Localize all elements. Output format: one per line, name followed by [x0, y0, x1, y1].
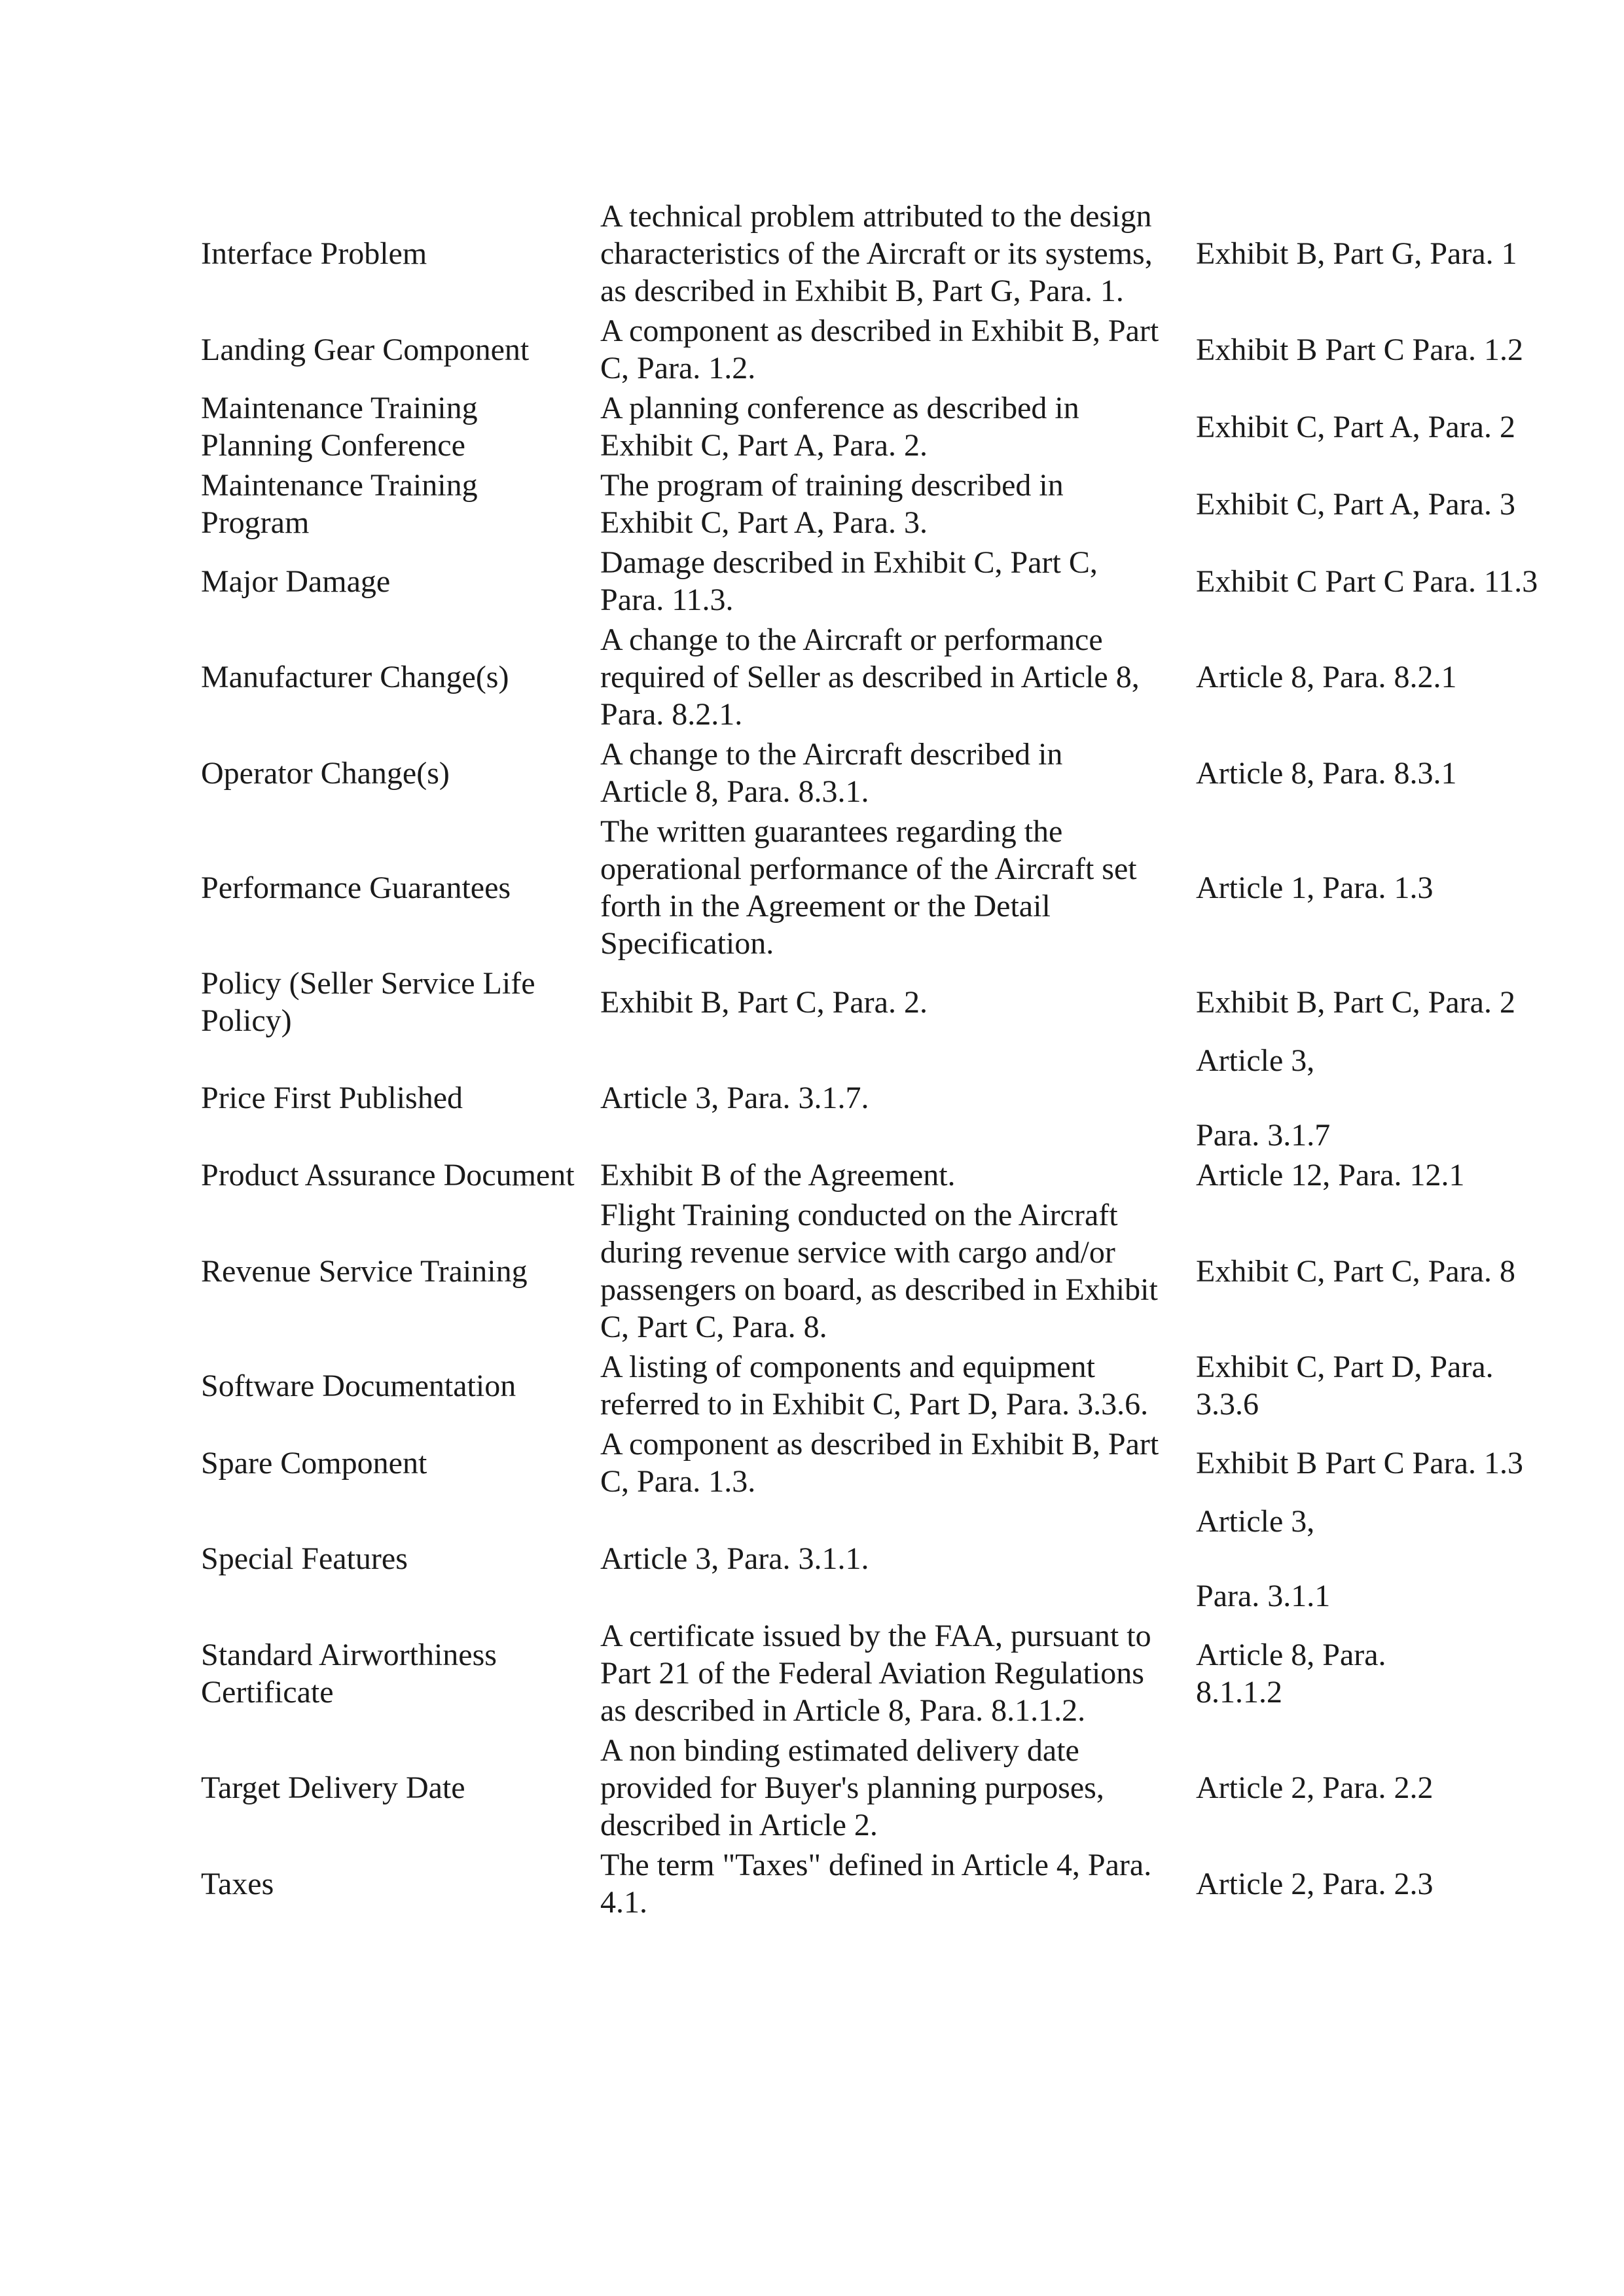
description-cell: The written guarantees regarding the operational performance of the Aircraft set forth in the Agreement or the Detail Specification. [600, 814, 1137, 961]
description-cell: Exhibit B of the Agreement. [600, 1158, 956, 1193]
table-row [196, 812, 1564, 963]
term-cell: Policy (Seller Service Life Policy) [201, 966, 535, 1038]
table-row [196, 543, 1564, 620]
term-cell: Special Features [201, 1541, 408, 1576]
definitions-table [196, 196, 1564, 1922]
reference-cell: Exhibit B, Part C, Para. 2 [1196, 984, 1515, 1020]
term-cell: Standard Airworthiness Certificate [201, 1637, 497, 1710]
table-row [196, 1347, 1564, 1424]
table-row [196, 1195, 1564, 1347]
reference-cell: Exhibit C, Part A, Para. 3 [1196, 486, 1515, 522]
description-cell: A change to the Aircraft described in Article 8, Para. 8.3.1. [600, 737, 1063, 809]
term-cell: Manufacturer Change(s) [201, 660, 509, 694]
description-cell: A component as described in Exhibit B, Part C, Para. 1.2. [600, 314, 1159, 386]
term-cell: Taxes [201, 1866, 274, 1901]
term-cell: Spare Component [201, 1445, 427, 1480]
reference-cell: Exhibit C, Part C, Para. 8 [1196, 1253, 1515, 1289]
reference-cell: Article 3, Para. 3.1.7 [1196, 1043, 1331, 1153]
description-cell: The term "Taxes" defined in Article 4, Para. 4.1. [600, 1848, 1152, 1920]
reference-cell: Exhibit C, Part D, Para. 3.3.6 [1196, 1350, 1494, 1422]
description-cell: A component as described in Exhibit B, Part C, Para. 1.3. [600, 1427, 1159, 1499]
term-cell: Price First Published [201, 1081, 463, 1115]
description-cell: A change to the Aircraft or performance required of Seller as described in Article 8, Para. 8.2.1. [600, 622, 1140, 732]
table-row [196, 620, 1564, 734]
term-cell: Interface Problem [201, 236, 427, 271]
table-row [196, 311, 1564, 388]
reference-cell: Article 8, Para. 8.2.1 [1196, 660, 1457, 694]
table-row [196, 196, 1564, 311]
description-cell: The program of training described in Exhibit C, Part A, Para. 3. [600, 468, 1064, 540]
term-cell: Maintenance Training Planning Conference [201, 391, 478, 463]
table-row [196, 734, 1564, 812]
term-cell: Target Delivery Date [201, 1770, 465, 1805]
table-row [196, 1501, 1564, 1616]
reference-cell: Article 2, Para. 2.2 [1196, 1770, 1434, 1805]
reference-cell: Article 3, Para. 3.1.1 [1196, 1504, 1331, 1613]
description-cell: A listing of components and equipment referred to in Exhibit C, Part D, Para. 3.3.6. [600, 1350, 1149, 1422]
reference-cell: Exhibit C Part C Para. 11.3 [1196, 564, 1538, 599]
table-row [196, 1424, 1564, 1501]
reference-cell: Exhibit B, Part G, Para. 1 [1196, 236, 1517, 271]
term-cell: Product Assurance Document [201, 1158, 575, 1193]
description-cell: A technical problem attributed to the design characteristics of the Aircraft or its systems, as described in Exhibit B, Part G, Para. 1. [600, 199, 1153, 308]
reference-cell: Exhibit B Part C Para. 1.2 [1196, 332, 1523, 367]
term-cell: Major Damage [201, 564, 391, 599]
table-row [196, 1155, 1564, 1195]
table-row [196, 1845, 1564, 1922]
term-cell: Operator Change(s) [201, 755, 450, 791]
reference-cell: Article 8, Para. 8.1.1.2 [1196, 1637, 1386, 1710]
table-row [196, 1041, 1564, 1155]
table-row [196, 963, 1564, 1041]
reference-cell: Article 1, Para. 1.3 [1196, 870, 1434, 905]
description-cell: Flight Training conducted on the Aircraft during revenue service with cargo and/or passengers on board, as described in Exhibit C, Part C, Para. 8. [600, 1198, 1158, 1344]
term-cell: Performance Guarantees [201, 870, 511, 905]
description-cell: Exhibit B, Part C, Para. 2. [600, 984, 928, 1020]
reference-cell: Exhibit B Part C Para. 1.3 [1196, 1445, 1523, 1480]
table-row [196, 465, 1564, 543]
description-cell: Article 3, Para. 3.1.7. [600, 1081, 869, 1115]
term-cell: Software Documentation [201, 1368, 516, 1403]
reference-cell: Article 12, Para. 12.1 [1196, 1158, 1465, 1193]
description-cell: Article 3, Para. 3.1.1. [600, 1541, 869, 1576]
table-row [196, 1616, 1564, 1731]
table-row [196, 388, 1564, 465]
term-cell: Landing Gear Component [201, 332, 530, 367]
term-cell: Revenue Service Training [201, 1253, 528, 1289]
reference-cell: Article 8, Para. 8.3.1 [1196, 755, 1457, 791]
table-row [196, 1731, 1564, 1845]
term-cell: Maintenance Training Program [201, 468, 478, 540]
description-cell: Damage described in Exhibit C, Part C, Para. 11.3. [600, 545, 1098, 617]
description-cell: A certificate issued by the FAA, pursuant to Part 21 of the Federal Aviation Regulations as described in Article 8, Para. 8.1.1.2. [600, 1619, 1151, 1728]
description-cell: A non binding estimated delivery date provided for Buyer's planning purposes, described in Article 2. [600, 1733, 1104, 1842]
description-cell: A planning conference as described in Exhibit C, Part A, Para. 2. [600, 391, 1079, 463]
reference-cell: Exhibit C, Part A, Para. 2 [1196, 409, 1515, 444]
reference-cell: Article 2, Para. 2.3 [1196, 1866, 1434, 1901]
